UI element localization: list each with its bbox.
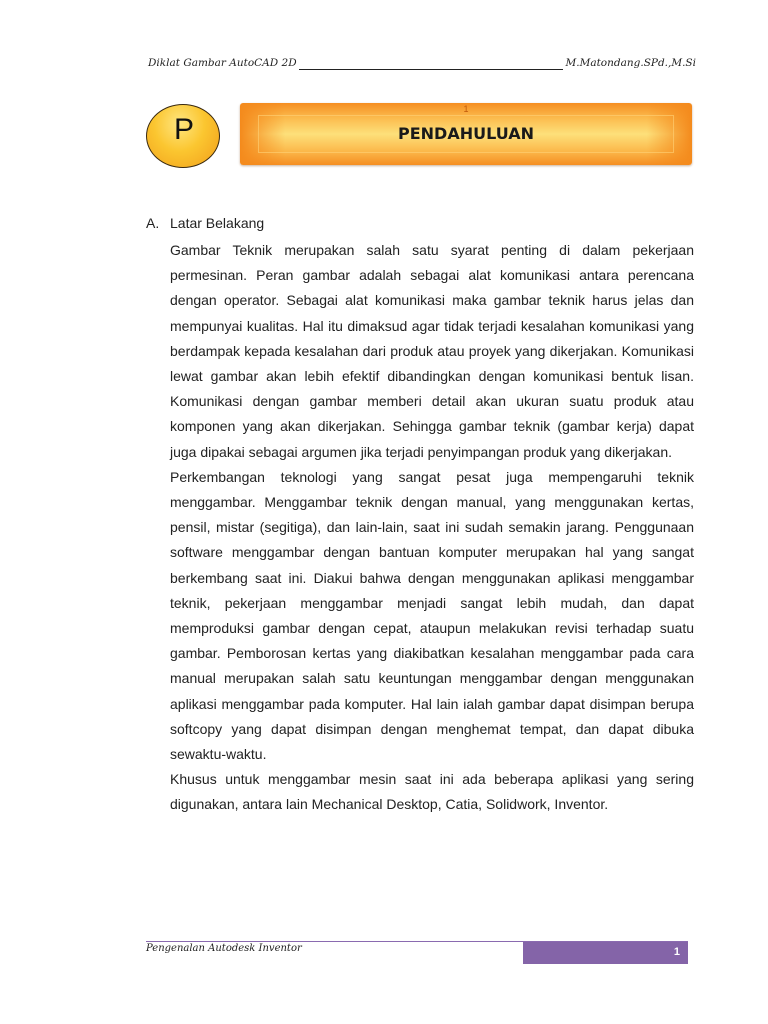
chapter-badge <box>146 104 220 168</box>
header-rule <box>299 69 563 70</box>
section-heading <box>146 215 264 231</box>
chapter-title: PENDAHULUAN <box>398 124 534 143</box>
paragraph: Gambar Teknik merupakan salah satu syarat penting di dalam pekerjaan permesinan. Peran gambar adalah sebagai alat komunikasi antara perencana dengan operator. Sebagai alat komunikasi maka gambar teknik harus jelas dan mempunyai kualitas. Hal itu dimaksud agar tidak terjadi kesalahan komunikasi yang berdampak kepada kesalahan dari produk atau proyek yang dikerjakan. Komunikasi lewat gambar akan lebih efektif dibandingkan dengan komunikasi bentuk lisan. Komunikasi dengan gambar memberi detail akan ukuran suatu produk atau komponen yang akan dikerjakan. Sehingga gambar teknik (gambar kerja) dapat juga dipakai sebagai argumen jika terjadi penyimpangan produk yang dikerjakan. <box>170 242 694 460</box>
chapter-letter: P <box>173 113 194 146</box>
chapter-banner <box>240 103 692 165</box>
header-course-title: Diklat Gambar AutoCAD 2D <box>148 57 297 69</box>
page-header <box>148 57 696 73</box>
paragraph: Perkembangan teknologi yang sangat pesat juga mempengaruhi teknik menggambar. Menggambar teknik dengan manual, yang menggunakan kertas, pensil, mistar (segitiga), dan lain-lain, saat ini sudah semakin jarang. Penggunaan software menggambar dengan bantuan komputer merupakan hal yang sangat berkembang saat ini. Diakui bahwa dengan menggunakan aplikasi menggambar teknik, pekerjaan menggambar menjadi sangat lebih mudah, dan dapat memproduksi gambar dengan cepat, ataupun melakukan revisi terhadap suatu gambar. Pemborosan kertas yang diakibatkan kesalahan menggambar pada cara manual merupakan salah satu keuntungan menggambar dengan menggunakan aplikasi menggambar pada komputer. Hal lain ialah gambar dapat disimpan berupa softcopy yang dapat disimpan dengan menghemat tempat, dan dapat dibuka sewaktu-waktu. <box>170 468 694 763</box>
header-author: M.Matondang.SPd.,M.Si <box>565 57 696 69</box>
paragraph: Khusus untuk menggambar mesin saat ini ada beberapa aplikasi yang sering digunakan, antara lain Mechanical Desktop, Catia, Solidwork, Inventor. <box>170 771 694 813</box>
page-number: 1 <box>673 946 680 958</box>
body-text <box>170 238 694 818</box>
chapter-number: 1 <box>463 104 469 114</box>
section-letter: A. <box>146 215 160 231</box>
section-title: Latar Belakang <box>170 215 265 231</box>
footer-page-box <box>523 942 688 964</box>
footer-title: Pengenalan Autodesk Inventor <box>146 943 302 954</box>
